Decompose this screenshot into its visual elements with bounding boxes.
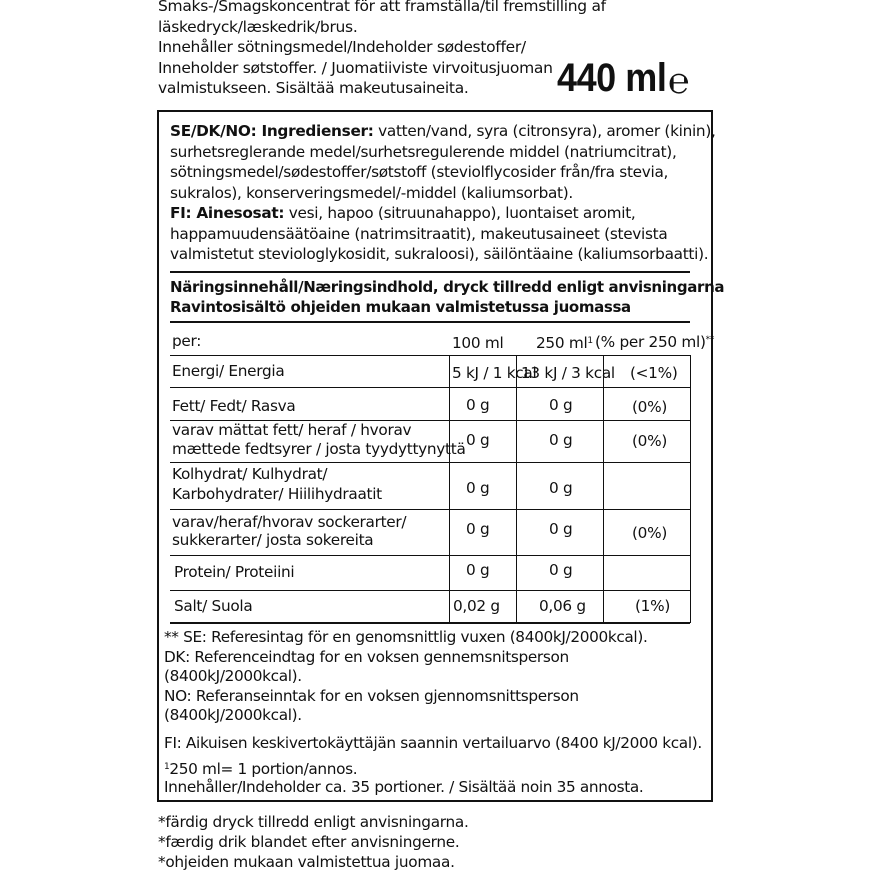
row-label-saturated-fat: varav mättat fett/ heraf / hvorav bbox=[172, 421, 412, 439]
row-divider bbox=[170, 555, 690, 556]
row-label-carbohydrate-cont: Karbohydrater/ Hiilihydraatit bbox=[172, 485, 382, 503]
intro-line: Smaks-/Smagskoncentrat för att framställa/til fremstilling af bbox=[158, 0, 606, 15]
cell-100ml: 0 g bbox=[466, 431, 490, 449]
cell-250ml: 0 g bbox=[549, 520, 573, 538]
row-label-saturated-fat-cont: mættede fedtsyrer / josta tyydyttynyttä bbox=[172, 440, 466, 458]
cell-250ml: 0,06 g bbox=[539, 597, 586, 615]
ingredients-fi-line: happamuudensäätöaine (natrimsitraatit), makeutusaineet (stevista bbox=[170, 224, 668, 243]
preparation-note-line: *ohjeiden mukaan valmistettua juomaa. bbox=[158, 853, 455, 871]
row-divider bbox=[170, 590, 690, 591]
intro-line: läskedryck/læskedrik/brus. bbox=[158, 17, 358, 36]
ingredients-se-line: surhetsreglerande medel/surhetsregulerende middel (natriumcitrat), bbox=[170, 142, 677, 161]
cell-250ml: 13 kJ / 3 kcal bbox=[521, 364, 615, 382]
nutrition-bottom-rule bbox=[170, 622, 690, 624]
column-divider bbox=[603, 355, 604, 623]
preparation-notes bbox=[158, 812, 469, 872]
footnote-dk: DK: Referenceindtag for en voksen gennemsnitsperson bbox=[164, 648, 569, 666]
cell-percent: (0%) bbox=[632, 432, 668, 450]
intro-line: Innehåller sötningsmedel/Indeholder sødestoffer/ bbox=[158, 38, 526, 56]
intro-line: valmistukseen. Sisältää makeutusaineita. bbox=[158, 79, 469, 97]
cell-percent: (<1%) bbox=[630, 364, 678, 382]
cell-100ml: 0 g bbox=[466, 561, 490, 579]
ingredients-se-line: SE/DK/NO: Ingredienser: vatten/vand, syra (citronsyra), aromer (kinin), bbox=[170, 122, 716, 140]
cell-100ml: 0 g bbox=[466, 520, 490, 538]
footnote-no: NO: Referanseinntak for en voksen gjennomsnittsperson bbox=[164, 687, 579, 705]
ingredients-fi-label: FI: Ainesosat: bbox=[170, 204, 285, 222]
cell-250ml: 0 g bbox=[549, 561, 573, 579]
cell-250ml: 0 g bbox=[549, 396, 573, 414]
row-label-fat: Fett/ Fedt/ Rasva bbox=[172, 397, 296, 415]
cell-percent: (1%) bbox=[635, 597, 671, 615]
preparation-note-line: *färdig dryck tillredd enligt anvisningarna. bbox=[158, 813, 469, 831]
cell-100ml: 5 kJ / 1 kcal bbox=[452, 364, 537, 382]
estimated-sign-icon: ℮ bbox=[668, 61, 690, 102]
cell-250ml: 0 g bbox=[549, 431, 573, 449]
preparation-note-line: *færdig drik blandet efter anvisningerne. bbox=[158, 833, 460, 851]
row-label-protein: Protein/ Proteiini bbox=[174, 563, 295, 581]
row-divider bbox=[170, 462, 690, 463]
footnote-dk-cont: (8400kJ/2000kcal). bbox=[164, 667, 302, 685]
column-divider bbox=[690, 355, 691, 623]
ingredients-fi-line: FI: Ainesosat: vesi, hapoo (sitruunahappo), luontaiset aromit, bbox=[170, 204, 636, 222]
row-label-energy: Energi/ Energia bbox=[172, 362, 285, 380]
nutrition-title: Näringsinnehåll/Næringsindhold, dryck tillredd enligt anvisningarna Ravintosisältö ohjeiden mukaan valmistetussa juomassa bbox=[170, 278, 725, 316]
ingredients-se-line: sukralos), konserveringsmedel/-middel (kaliumsorbat). bbox=[170, 183, 573, 202]
footnote-fi: FI: Aikuisen keskivertokäyttäjän saannin vertailuarvo (8400 kJ/2000 kcal). bbox=[164, 734, 702, 752]
ingredients-fi-line: valmistetut steviologlykosidit, sukraloosi), säilöntäaine (kaliumsorbaatti). bbox=[170, 245, 709, 263]
row-divider bbox=[170, 387, 690, 388]
footnote-portion: $^1$250 ml= 1 portion/annos. bbox=[164, 760, 358, 778]
footnote-no-cont: (8400kJ/2000kcal). bbox=[164, 706, 302, 724]
col-percent-header: (% per 250 ml)** bbox=[595, 333, 715, 351]
cell-percent: (0%) bbox=[632, 524, 668, 542]
row-divider bbox=[170, 355, 690, 356]
product-description bbox=[158, 0, 606, 99]
cell-100ml: 0 g bbox=[466, 396, 490, 414]
nutrition-title-rule bbox=[170, 321, 690, 323]
net-volume: 440 ml bbox=[557, 56, 667, 100]
column-divider bbox=[516, 355, 517, 623]
footnote-contains: Innehåller/Indeholder ca. 35 portioner. / Sisältää noin 35 annosta. bbox=[164, 778, 644, 796]
row-label-carbohydrate: Kolhydrat/ Kulhydrat/ bbox=[172, 465, 328, 483]
row-label-sugars: varav/heraf/hvorav sockerarter/ bbox=[172, 513, 407, 531]
nutrition-top-rule bbox=[170, 271, 690, 273]
row-label-sugars-cont: sukkerarter/ josta sokereita bbox=[172, 531, 374, 549]
cell-100ml: 0,02 g bbox=[453, 597, 500, 615]
cell-100ml: 0 g bbox=[466, 479, 490, 497]
per-label: per: bbox=[172, 332, 202, 350]
cell-percent: (0%) bbox=[632, 398, 668, 416]
col-250ml-header: 250 $ml^1$ bbox=[536, 334, 593, 352]
ingredients-se-line: sötningsmedel/sødestoffer/søtstoff (steviolflycosider från/fra stevia, bbox=[170, 163, 669, 181]
ingredients-se-label: SE/DK/NO: Ingredienser: bbox=[170, 122, 374, 140]
footnote-se: ** SE: Referesintag för en genomsnittlig vuxen (8400kJ/2000kcal). bbox=[164, 628, 648, 646]
col-100ml-header: 100 ml bbox=[452, 334, 504, 352]
cell-250ml: 0 g bbox=[549, 479, 573, 497]
row-label-salt: Salt/ Suola bbox=[174, 597, 253, 615]
row-divider bbox=[170, 509, 690, 510]
ingredients-section bbox=[170, 121, 716, 265]
column-divider bbox=[449, 355, 450, 623]
intro-line: Inneholder søtstoffer. / Juomatiiviste virvoitusjuoman bbox=[158, 58, 553, 77]
